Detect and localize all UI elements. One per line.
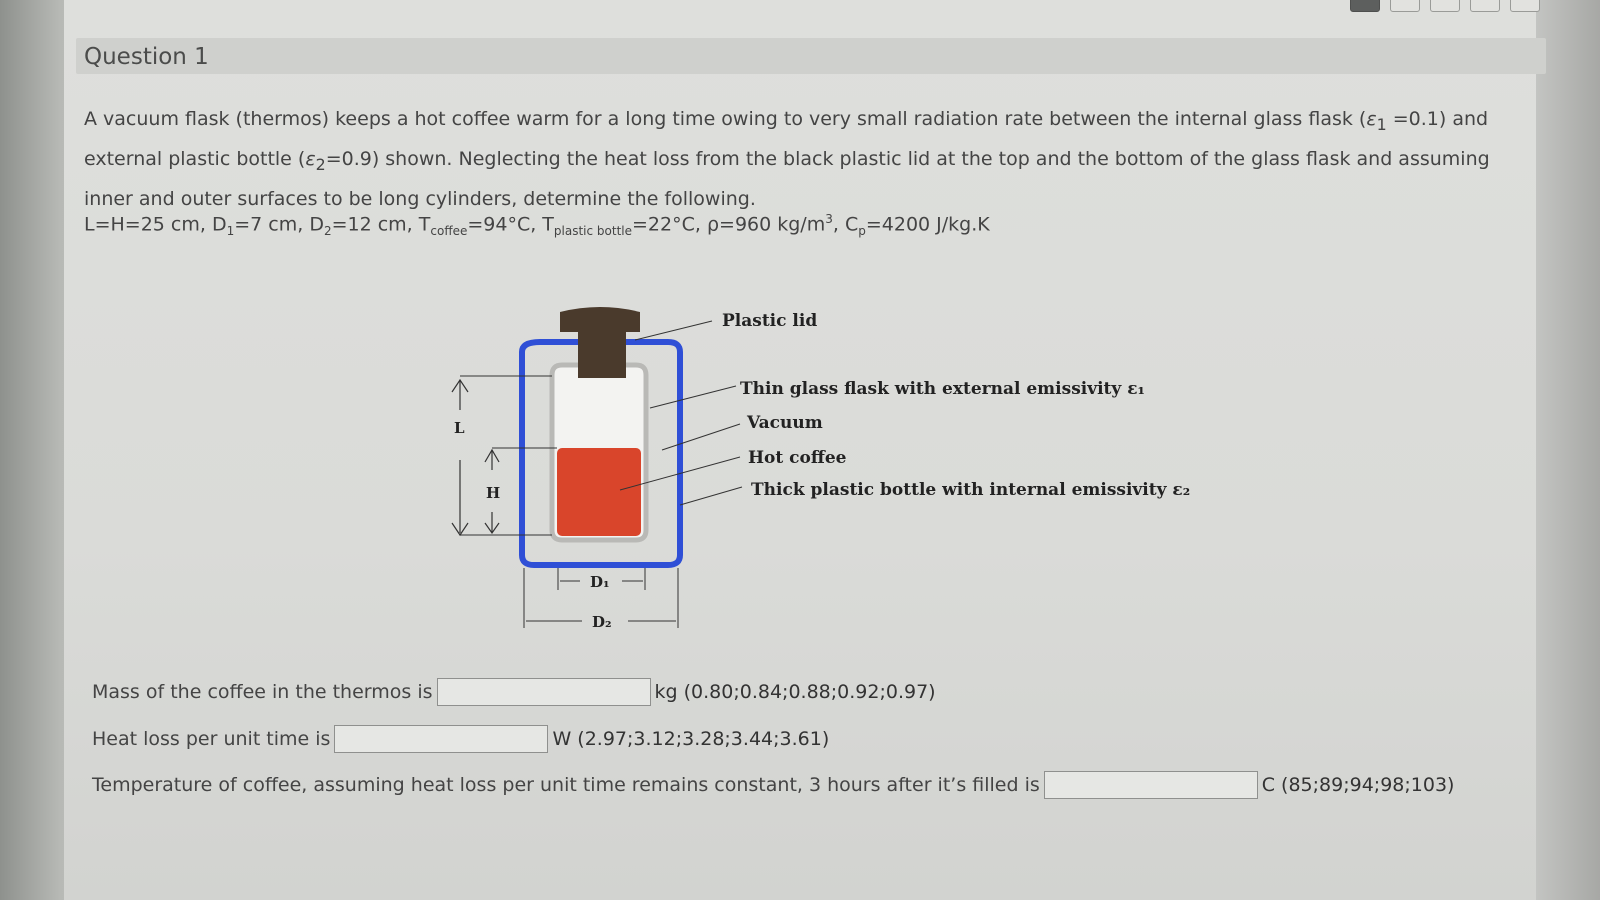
- heat-loss-unit-options: W (2.97;3.12;3.28;3.44;3.61): [552, 728, 830, 750]
- nav-question-5[interactable]: [1510, 0, 1540, 12]
- mass-question-text: Mass of the coffee in the thermos is: [92, 681, 433, 703]
- answer-row-temperature: [92, 771, 1454, 799]
- prompt-text-1: A vacuum flask (thermos) keeps a hot coffee warm for a long time owing to very small radiation rate between the internal glass flask (: [84, 108, 1367, 130]
- given-parameters: L=H=25 cm, $D_1=7$ cm, $D_2=12$ cm, $T_{coffee}=94^\circ C$, $T_{plastic bottle}=22^\circ C$, ρ=960 $kg/m^3$, $C_p=4200$ J/kg.K: [84, 212, 990, 239]
- mass-unit-options: kg (0.80;0.84;0.88;0.92;0.97): [654, 681, 936, 703]
- nav-question-2[interactable]: [1390, 0, 1420, 12]
- nav-question-3[interactable]: [1430, 0, 1460, 12]
- heat-loss-question-text: Heat loss per unit time is: [92, 728, 331, 750]
- prompt-text-3: =0.9) shown. Neglecting the heat loss from the black plastic lid at the top and the bottom of the glass flask and assuming inner and outer surfaces to be long cylinders, determine the following.: [84, 147, 1490, 210]
- answer-row-heat-loss: [92, 725, 829, 753]
- label-D1: D₁: [590, 573, 610, 591]
- prompt-text-2: =0.1) and external plastic bottle (: [84, 108, 1489, 170]
- temperature-question-text: Temperature of coffee, assuming heat loss per unit time remains constant, 3 hours after it’s filled is: [92, 774, 1040, 796]
- epsilon-2: $\varepsilon_2$: [305, 147, 326, 174]
- label-D2: D₂: [592, 613, 612, 631]
- label-vacuum: Vacuum: [747, 413, 823, 433]
- label-plastic-bottle: Thick plastic bottle with internal emissivity ε₂: [751, 480, 1191, 500]
- question-title: Question 1: [84, 44, 209, 70]
- mass-input[interactable]: [437, 678, 651, 706]
- hot-coffee: [557, 448, 641, 536]
- epsilon-1: $\varepsilon_1$: [1366, 108, 1387, 134]
- label-glass-flask: Thin glass flask with external emissivity ε₁: [740, 379, 1145, 399]
- question-header: [76, 38, 1546, 74]
- label-hot-coffee: Hot coffee: [748, 448, 847, 468]
- question-prompt: [84, 102, 1524, 217]
- nav-question-4[interactable]: [1470, 0, 1500, 12]
- answer-row-mass: [92, 678, 936, 706]
- temperature-input[interactable]: [1044, 771, 1258, 799]
- label-plastic-lid: Plastic lid: [722, 311, 818, 331]
- question-navigation: [1350, 0, 1540, 12]
- label-H: H: [486, 484, 501, 502]
- temperature-unit-options: C (85;89;94;98;103): [1261, 774, 1455, 796]
- heat-loss-input[interactable]: [334, 725, 548, 753]
- nav-question-1[interactable]: [1350, 0, 1380, 12]
- thermos-diagram: [440, 290, 1200, 650]
- label-L: L: [454, 419, 465, 437]
